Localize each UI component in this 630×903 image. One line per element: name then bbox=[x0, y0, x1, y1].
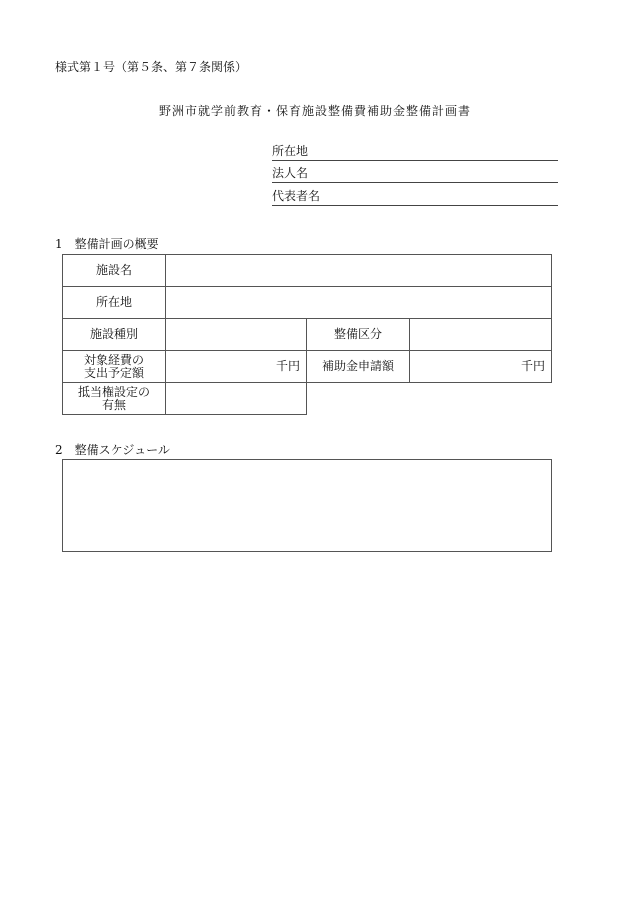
plan-overview-table bbox=[62, 254, 552, 415]
applicant-corporation-label: 法人名 bbox=[272, 166, 309, 180]
section1-heading: 1 整備計画の概要 bbox=[55, 237, 159, 251]
form-number: 様式第１号（第５条、第７条関係） bbox=[55, 60, 248, 74]
applicant-address-label: 所在地 bbox=[272, 144, 309, 158]
expense-unit: 千円 bbox=[275, 359, 300, 373]
expense-field[interactable] bbox=[166, 351, 307, 383]
applicant-representative-label: 代表者名 bbox=[272, 189, 321, 203]
facility-type-field[interactable] bbox=[166, 319, 307, 351]
mortgage-label-line2: 有無 bbox=[101, 397, 126, 412]
mortgage-label bbox=[63, 383, 166, 415]
expense-label bbox=[63, 351, 166, 383]
facility-name-label: 施設名 bbox=[63, 255, 166, 287]
category-field[interactable] bbox=[410, 319, 552, 351]
subsidy-label: 補助金申請額 bbox=[307, 351, 410, 383]
empty-cell bbox=[307, 383, 552, 415]
section2-heading: 2 整備スケジュール bbox=[55, 443, 170, 457]
mortgage-label-line1: 抵当権設定の bbox=[77, 384, 150, 399]
facility-address-field[interactable] bbox=[166, 287, 552, 319]
applicant-corporation-field[interactable] bbox=[272, 166, 558, 183]
applicant-address-field[interactable] bbox=[272, 144, 558, 161]
mortgage-field[interactable] bbox=[166, 383, 307, 415]
subsidy-unit: 千円 bbox=[520, 359, 545, 373]
subsidy-field[interactable] bbox=[410, 351, 552, 383]
facility-name-field[interactable] bbox=[166, 255, 552, 287]
facility-address-label: 所在地 bbox=[63, 287, 166, 319]
expense-label-line1: 対象経費の bbox=[83, 352, 144, 367]
applicant-representative-field[interactable] bbox=[272, 189, 558, 206]
page-title: 野洲市就学前教育・保育施設整備費補助金整備計画書 bbox=[158, 104, 471, 118]
category-label: 整備区分 bbox=[307, 319, 410, 351]
expense-label-line2: 支出予定額 bbox=[83, 365, 144, 380]
schedule-field[interactable] bbox=[62, 459, 552, 552]
facility-type-label: 施設種別 bbox=[63, 319, 166, 351]
